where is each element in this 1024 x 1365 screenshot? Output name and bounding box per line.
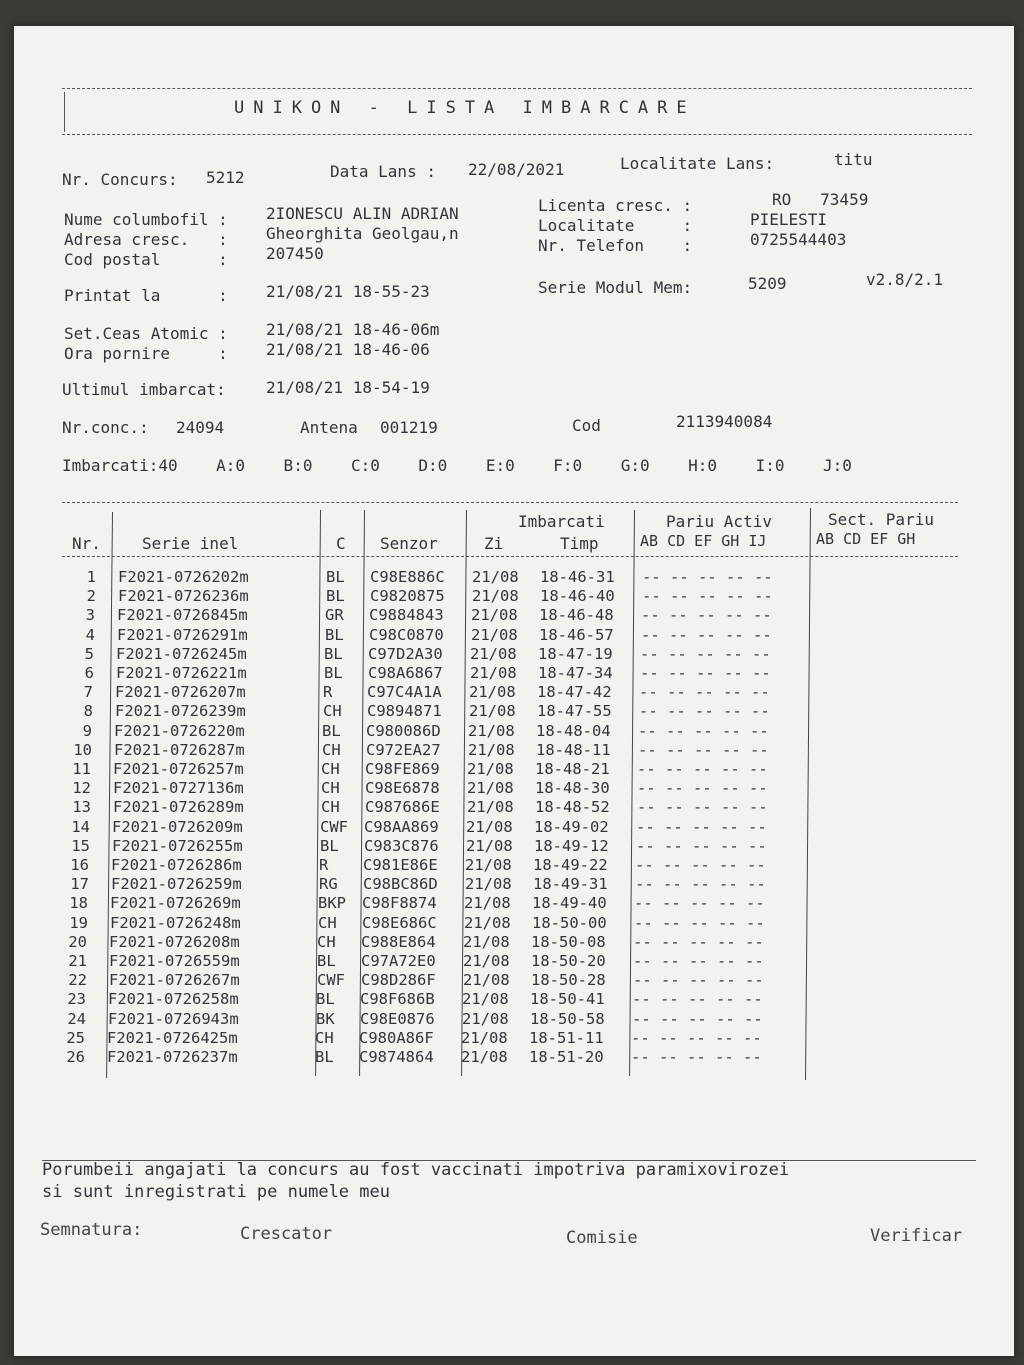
row-timp: 18-47-55: [537, 702, 612, 721]
telefon-value: 0725544403: [750, 230, 847, 249]
row-nr: 18: [69, 894, 88, 913]
row-senzor: C98E686C: [362, 913, 437, 932]
row-zi: 21/08: [462, 990, 509, 1009]
localitate-label: Localitate :: [538, 216, 693, 235]
row-timp: 18-46-31: [540, 568, 615, 586]
col-header-serie: Serie inel: [142, 534, 239, 553]
table-row: [14, 741, 1014, 760]
row-senzor: C97A72E0: [361, 952, 436, 970]
row-color: BL: [315, 1048, 334, 1066]
antena-label: Antena: [300, 418, 358, 437]
row-serie: F2021-0726257m: [113, 760, 244, 778]
row-serie: F2021-0726259m: [111, 875, 242, 894]
row-timp: 18-49-02: [534, 817, 609, 836]
row-pariu-activ: -- -- -- -- --: [639, 702, 770, 721]
licenta-label: Licenta cresc. :: [538, 196, 693, 215]
row-serie: F2021-0726845m: [117, 606, 248, 625]
row-senzor: C98E6878: [365, 779, 440, 798]
row-senzor: C98E0876: [360, 1009, 435, 1028]
table-row: [14, 1048, 1014, 1067]
row-serie: F2021-0726269m: [110, 894, 241, 913]
concurs-label: Nr. Concurs:: [62, 170, 178, 189]
row-color: CWF: [317, 971, 345, 990]
row-color: CH: [318, 913, 337, 932]
table-row: [14, 1010, 1014, 1029]
row-timp: 18-47-34: [538, 664, 613, 682]
row-pariu-activ: -- -- -- -- --: [642, 568, 773, 586]
row-color: GR: [325, 606, 344, 625]
printed-sheet: [14, 26, 1014, 1356]
row-nr: 23: [67, 990, 86, 1009]
row-serie: F2021-0726221m: [116, 664, 247, 682]
row-zi: 21/08: [472, 568, 519, 586]
row-senzor: C988E864: [361, 932, 436, 951]
printat-label: Printat la :: [64, 286, 228, 305]
antena-value: 001219: [380, 418, 438, 437]
row-color: CH: [321, 760, 340, 778]
row-color: BL: [320, 836, 339, 855]
row-zi: 21/08: [467, 779, 514, 798]
col-header-pariu-cols: AB CD EF GH IJ: [640, 532, 767, 550]
row-nr: 17: [70, 875, 89, 894]
row-senzor: C98FE869: [365, 760, 440, 778]
row-pariu-activ: -- -- -- -- --: [637, 760, 768, 778]
row-color: CWF: [320, 817, 348, 836]
ora-pornire-label: Ora pornire :: [64, 344, 228, 363]
row-senzor: C97C4A1A: [367, 683, 442, 702]
row-timp: 18-50-58: [530, 1009, 605, 1028]
row-color: BKP: [318, 894, 346, 913]
crescator-label: Crescator: [240, 1224, 333, 1244]
row-color: BL: [317, 952, 336, 970]
localitate-lans-value: titu: [834, 150, 873, 169]
row-color: CH: [317, 932, 336, 951]
printat-value: 21/08/21 18-55-23: [266, 282, 430, 301]
row-timp: 18-49-12: [534, 836, 609, 855]
col-header-imbarcati: Imbarcati: [518, 512, 605, 531]
row-color: CH: [322, 740, 341, 759]
row-timp: 18-50-08: [531, 932, 606, 951]
row-serie: F2021-0726559m: [109, 952, 240, 970]
row-nr: 7: [83, 683, 93, 702]
telefon-label: Nr. Telefon :: [538, 236, 693, 255]
row-pariu-activ: -- -- -- -- --: [632, 1009, 763, 1028]
row-pariu-activ: -- -- -- -- --: [641, 625, 772, 644]
localitate-lans-label: Localitate Lans:: [620, 154, 775, 173]
row-pariu-activ: -- -- -- -- --: [639, 683, 770, 702]
adresa-label: Adresa cresc. :: [64, 230, 228, 249]
row-timp: 18-48-30: [535, 779, 610, 798]
title-bottom-rule: [62, 134, 972, 135]
row-senzor: C98F8874: [362, 894, 437, 913]
row-nr: 21: [68, 952, 87, 970]
table-row: [14, 837, 1014, 856]
cod-label: Cod: [572, 416, 601, 435]
row-serie: F2021-0727136m: [113, 779, 244, 798]
ultimul-value: 21/08/21 18-54-19: [266, 378, 430, 397]
table-header-rule: [62, 556, 958, 557]
nrconc-label: Nr.conc.:: [62, 418, 149, 437]
row-pariu-activ: -- -- -- -- --: [638, 740, 769, 759]
semnatura-label: Semnatura:: [40, 1220, 143, 1240]
row-timp: 18-48-21: [535, 760, 610, 778]
table-row: [14, 587, 1014, 606]
row-nr: 22: [68, 971, 87, 990]
table-row: [14, 606, 1014, 625]
row-nr: 1: [86, 568, 96, 586]
row-color: BL: [322, 721, 341, 740]
row-nr: 14: [71, 817, 90, 836]
row-zi: 21/08: [463, 932, 510, 951]
table-row: [14, 798, 1014, 817]
row-pariu-activ: -- -- -- -- --: [636, 836, 767, 855]
row-zi: 21/08: [472, 587, 519, 606]
row-serie: F2021-0726291m: [117, 625, 248, 644]
localitate-value: PIELESTI: [750, 210, 828, 229]
table-row: [14, 894, 1014, 913]
nrconc-value: 24094: [176, 418, 225, 437]
row-serie: F2021-0726209m: [112, 817, 243, 836]
row-timp: 18-50-28: [531, 971, 606, 990]
row-nr: 3: [85, 606, 95, 625]
row-zi: 21/08: [471, 606, 518, 625]
table-row: [14, 779, 1014, 798]
set-ceas-label: Set.Ceas Atomic :: [64, 324, 228, 343]
row-nr: 4: [85, 625, 95, 644]
col-header-sect: Sect. Pariu: [828, 510, 934, 529]
row-pariu-activ: -- -- -- -- --: [642, 587, 773, 606]
set-ceas-value: 21/08/21 18-46-06m: [266, 320, 440, 339]
table-row: [14, 664, 1014, 683]
row-nr: 10: [73, 740, 92, 759]
ultimul-label: Ultimul imbarcat:: [62, 380, 226, 399]
row-serie: F2021-0726236m: [118, 587, 249, 606]
row-pariu-activ: -- -- -- -- --: [633, 952, 764, 970]
row-zi: 21/08: [465, 856, 512, 874]
table-row: [14, 990, 1014, 1009]
row-color: R: [323, 683, 333, 702]
row-serie: F2021-0726220m: [114, 721, 245, 740]
row-timp: 18-48-52: [535, 798, 610, 817]
col-header-sect-cols: AB CD EF GH: [816, 530, 916, 548]
row-pariu-activ: -- -- -- -- --: [632, 990, 763, 1009]
row-zi: 21/08: [462, 1009, 509, 1028]
row-senzor: C983C876: [364, 836, 439, 855]
row-serie: F2021-0726245m: [116, 644, 247, 663]
row-serie: F2021-0726425m: [107, 1028, 238, 1047]
row-senzor: C9884843: [369, 606, 444, 625]
col-header-senzor: Senzor: [380, 534, 438, 553]
table-top-rule: [62, 502, 958, 503]
row-nr: 13: [72, 798, 91, 817]
concurs-value: 5212: [206, 168, 245, 187]
adresa-value: Gheorghita Geolgau,n: [266, 224, 459, 243]
row-serie: F2021-0726255m: [112, 836, 243, 855]
row-senzor: C98E886C: [370, 568, 445, 586]
row-pariu-activ: -- -- -- -- --: [641, 606, 772, 625]
row-senzor: C9820875: [370, 587, 445, 606]
row-zi: 21/08: [469, 702, 516, 721]
row-nr: 19: [69, 913, 88, 932]
row-color: BL: [324, 664, 343, 682]
row-pariu-activ: -- -- -- -- --: [635, 875, 766, 894]
version-label: v2.8/2.1: [866, 270, 944, 289]
row-pariu-activ: -- -- -- -- --: [638, 721, 769, 740]
data-lans-label: Data Lans :: [330, 162, 436, 181]
row-serie: F2021-0726248m: [110, 913, 241, 932]
row-pariu-activ: -- -- -- -- --: [631, 1028, 762, 1047]
row-pariu-activ: -- -- -- -- --: [637, 779, 768, 798]
row-zi: 21/08: [467, 798, 514, 817]
row-senzor: C972EA27: [366, 740, 441, 759]
row-timp: 18-48-04: [536, 721, 611, 740]
row-zi: 21/08: [465, 875, 512, 894]
row-zi: 21/08: [470, 644, 517, 663]
row-color: CH: [323, 702, 342, 721]
row-zi: 21/08: [468, 721, 515, 740]
row-color: BL: [326, 587, 345, 606]
row-color: BL: [325, 625, 344, 644]
row-nr: 26: [66, 1048, 85, 1066]
table-row: [14, 760, 1014, 779]
col-header-nr: Nr.: [72, 534, 101, 553]
row-timp: 18-47-19: [538, 644, 613, 663]
row-senzor: C9874864: [359, 1048, 434, 1066]
cod-postal-value: 207450: [266, 244, 324, 263]
row-serie: F2021-0726207m: [115, 683, 246, 702]
row-color: R: [319, 856, 329, 874]
row-senzor: C98F686B: [360, 990, 435, 1009]
row-pariu-activ: -- -- -- -- --: [633, 971, 764, 990]
page-title: UNIKON - LISTA IMBARCARE: [234, 98, 696, 118]
serie-modul-label: Serie Modul Mem:: [538, 278, 693, 297]
row-pariu-activ: -- -- -- -- --: [631, 1048, 762, 1066]
row-nr: 16: [70, 856, 89, 874]
row-nr: 25: [66, 1028, 85, 1047]
row-pariu-activ: -- -- -- -- --: [636, 817, 767, 836]
row-zi: 21/08: [466, 836, 513, 855]
row-timp: 18-49-22: [533, 856, 608, 874]
row-zi: 21/08: [464, 894, 511, 913]
row-serie: F2021-0726237m: [107, 1048, 238, 1066]
row-zi: 21/08: [468, 740, 515, 759]
row-zi: 21/08: [470, 664, 517, 682]
row-serie: F2021-0726202m: [118, 568, 249, 586]
col-header-timp: Timp: [560, 534, 599, 553]
row-senzor: C98AA869: [364, 817, 439, 836]
row-timp: 18-50-00: [532, 913, 607, 932]
row-serie: F2021-0726943m: [108, 1009, 239, 1028]
row-timp: 18-50-41: [530, 990, 605, 1009]
row-serie: F2021-0726286m: [111, 856, 242, 874]
nume-value: 2IONESCU ALIN ADRIAN: [266, 204, 459, 223]
table-row: [14, 875, 1014, 894]
row-zi: 21/08: [463, 952, 510, 970]
row-senzor: C981E86E: [363, 856, 438, 874]
table-row: [14, 702, 1014, 721]
table-row: [14, 722, 1014, 741]
row-serie: F2021-0726258m: [108, 990, 239, 1009]
table-row: [14, 626, 1014, 645]
row-timp: 18-48-11: [536, 740, 611, 759]
table-row: [14, 914, 1014, 933]
row-pariu-activ: -- -- -- -- --: [634, 913, 765, 932]
row-color: RG: [319, 875, 338, 894]
row-nr: 2: [86, 587, 96, 606]
table-row: [14, 952, 1014, 971]
row-serie: F2021-0726208m: [109, 932, 240, 951]
title-left-rule: [64, 92, 65, 132]
licenta-value: RO 73459: [772, 190, 869, 209]
row-senzor: C98BC86D: [363, 875, 438, 894]
row-zi: 21/08: [471, 625, 518, 644]
verificar-label: Verificar: [870, 1226, 963, 1246]
ora-pornire-value: 21/08/21 18-46-06: [266, 340, 430, 359]
row-zi: 21/08: [466, 817, 513, 836]
row-nr: 5: [84, 644, 94, 663]
row-pariu-activ: -- -- -- -- --: [635, 856, 766, 874]
table-row: [14, 645, 1014, 664]
row-nr: 20: [68, 932, 87, 951]
table-row: [14, 1029, 1014, 1048]
row-nr: 8: [83, 702, 93, 721]
row-serie: F2021-0726267m: [109, 971, 240, 990]
declaration-line-1: Porumbeii angajati la concurs au fost vaccinati impotriva paramixovirozei: [42, 1160, 790, 1180]
row-color: BK: [316, 1009, 335, 1028]
row-zi: 21/08: [467, 760, 514, 778]
row-nr: 11: [72, 760, 91, 778]
row-nr: 12: [72, 779, 91, 798]
row-senzor: C98C0870: [369, 625, 444, 644]
title-top-rule: [62, 88, 972, 89]
row-timp: 18-49-31: [533, 875, 608, 894]
row-nr: 6: [84, 664, 94, 682]
row-senzor: C98A6867: [368, 664, 443, 682]
row-pariu-activ: -- -- -- -- --: [640, 644, 771, 663]
row-color: CH: [321, 779, 340, 798]
row-senzor: C9894871: [367, 702, 442, 721]
row-senzor: C980A86F: [359, 1028, 434, 1047]
table-row: [14, 568, 1014, 587]
nume-label: Nume columbofil :: [64, 210, 228, 229]
row-serie: F2021-0726239m: [115, 702, 246, 721]
row-timp: 18-51-11: [529, 1028, 604, 1047]
row-serie: F2021-0726287m: [114, 740, 245, 759]
row-timp: 18-49-40: [532, 894, 607, 913]
col-header-c: C: [336, 534, 346, 553]
row-timp: 18-46-48: [539, 606, 614, 625]
row-pariu-activ: -- -- -- -- --: [634, 894, 765, 913]
declaration-line-2: si sunt inregistrati pe numele meu: [42, 1182, 390, 1202]
row-color: BL: [326, 568, 345, 586]
col-header-zi: Zi: [484, 534, 504, 553]
row-zi: 21/08: [463, 971, 510, 990]
row-color: CH: [321, 798, 340, 817]
cod-value: 2113940084: [676, 412, 773, 431]
data-lans-value: 22/08/2021: [468, 160, 565, 179]
row-timp: 18-51-20: [529, 1048, 604, 1066]
serie-modul-value: 5209: [748, 274, 787, 293]
row-nr: 15: [71, 836, 90, 855]
table-row: [14, 818, 1014, 837]
row-senzor: C980086D: [366, 721, 441, 740]
col-header-pariu: Pariu Activ: [666, 512, 772, 531]
row-zi: 21/08: [461, 1048, 508, 1066]
table-row: [14, 971, 1014, 990]
row-timp: 18-46-40: [540, 587, 615, 606]
row-timp: 18-47-42: [537, 683, 612, 702]
row-senzor: C98D286F: [361, 971, 436, 990]
row-timp: 18-50-20: [531, 952, 606, 970]
row-senzor: C97D2A30: [368, 644, 443, 663]
row-nr: 24: [67, 1009, 86, 1028]
row-zi: 21/08: [464, 913, 511, 932]
row-serie: F2021-0726289m: [113, 798, 244, 817]
row-color: BL: [316, 990, 335, 1009]
table-row: [14, 856, 1014, 875]
row-senzor: C987686E: [365, 798, 440, 817]
row-zi: 21/08: [461, 1028, 508, 1047]
row-zi: 21/08: [469, 683, 516, 702]
row-pariu-activ: -- -- -- -- --: [640, 664, 771, 682]
table-row: [14, 683, 1014, 702]
row-color: BL: [324, 644, 343, 663]
imbarcati-summary: Imbarcati:40 A:0 B:0 C:0 D:0 E:0 F:0 G:0 H:0 I:0 J:0: [62, 456, 852, 475]
row-pariu-activ: -- -- -- -- --: [633, 932, 764, 951]
table-row: [14, 933, 1014, 952]
cod-postal-label: Cod postal :: [64, 250, 228, 269]
row-timp: 18-46-57: [539, 625, 614, 644]
row-pariu-activ: -- -- -- -- --: [637, 798, 768, 817]
row-nr: 9: [82, 721, 92, 740]
row-color: CH: [315, 1028, 334, 1047]
comisie-label: Comisie: [566, 1228, 638, 1248]
